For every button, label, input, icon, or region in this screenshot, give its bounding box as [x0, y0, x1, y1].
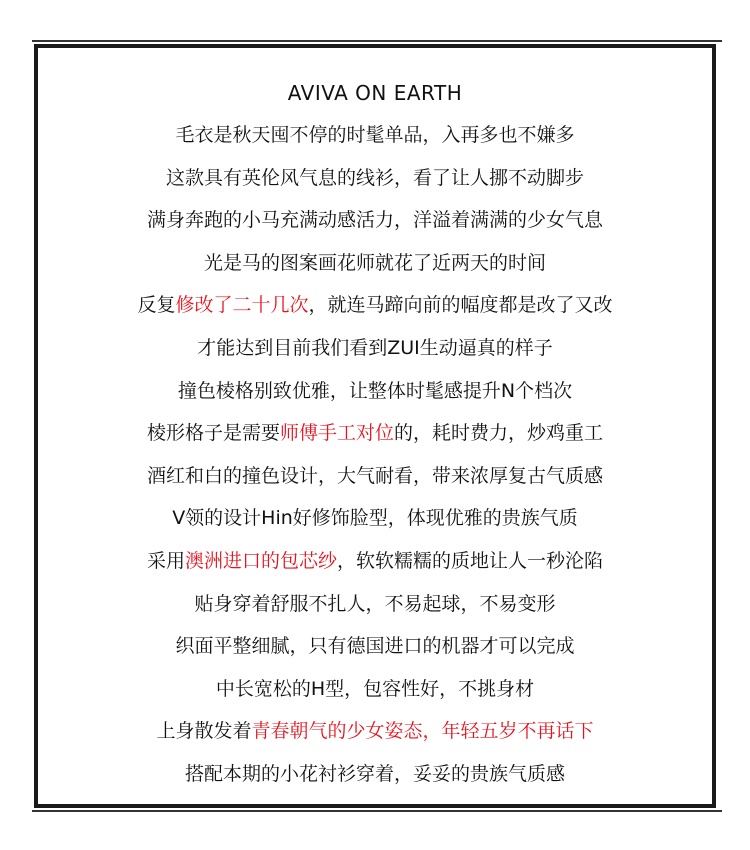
text-segment: 才能达到目前我们看到ZUI生动逼真的样子: [197, 336, 553, 359]
text-line: [137, 284, 612, 327]
text-line: [175, 625, 574, 668]
text-line: [147, 540, 603, 583]
text-line: [147, 455, 603, 498]
text-line: [204, 242, 546, 285]
text-segment: 织面平整细腻，只有德国进口的机器才可以完成: [175, 635, 575, 658]
text-segment: 贴身穿着舒服不扎人，不易起球，不易变形: [194, 592, 556, 615]
text-segment: 毛衣是秋天囤不停的时髦单品，入再多也不嫌多: [175, 124, 575, 146]
highlight-text: 师傅手工对位: [279, 422, 394, 445]
text-segment: 上身散发着: [156, 720, 252, 743]
text-line: [147, 199, 603, 242]
text-block: [38, 72, 712, 796]
highlight-text: 澳洲进口的包芯纱: [184, 549, 337, 572]
text-segment: 的，耗时费力，炒鸡重工: [394, 422, 604, 445]
text-line: [216, 668, 534, 711]
text-line: [147, 412, 603, 455]
text-line: [178, 370, 572, 413]
text-line: [166, 157, 584, 200]
page-title: AVIVA ON EARTH: [287, 81, 463, 105]
text-line: [175, 114, 574, 157]
text-line: [156, 710, 593, 753]
text-segment: 搭配本期的小花衬衫穿着，妥妥的贵族气质感: [184, 762, 565, 785]
text-segment: 酒红和白的撞色设计，大气耐看，带来浓厚复古气质感: [146, 464, 603, 487]
text-line: [194, 583, 555, 626]
text-line: [197, 327, 553, 370]
text-segment: 撞色棱格别致优雅，让整体时髦感提升N个档次: [177, 379, 573, 402]
highlight-text: 青春朝气的少女姿态，年轻五岁不再话下: [251, 720, 594, 743]
text-line: [185, 753, 565, 796]
text-line: [172, 497, 578, 540]
content-frame: [34, 44, 716, 808]
text-segment: ，就连马蹄向前的幅度都是改了又改: [308, 294, 613, 317]
text-segment: 中长宽松的H型，包容性好，不挑身材: [215, 677, 535, 700]
text-segment: 光是马的图案画花师就花了近两天的时间: [203, 251, 546, 274]
text-segment: V领的设计Hin好修饰脸型，体现优雅的贵族气质: [172, 507, 578, 530]
text-segment: 满身奔跑的小马充满动感活力，洋溢着满满的少女气息: [146, 209, 603, 232]
text-segment: ，软软糯糯的质地让人一秒沦陷: [337, 549, 604, 572]
text-segment: 这款具有英伦风气息的线衫，看了让人挪不动脚步: [165, 166, 584, 189]
line-list: [137, 114, 612, 796]
text-segment: 采用: [146, 549, 185, 572]
text-segment: 棱形格子是需要: [146, 422, 280, 445]
text-segment: 反复: [137, 294, 176, 317]
highlight-text: 修改了二十几次: [175, 294, 309, 317]
